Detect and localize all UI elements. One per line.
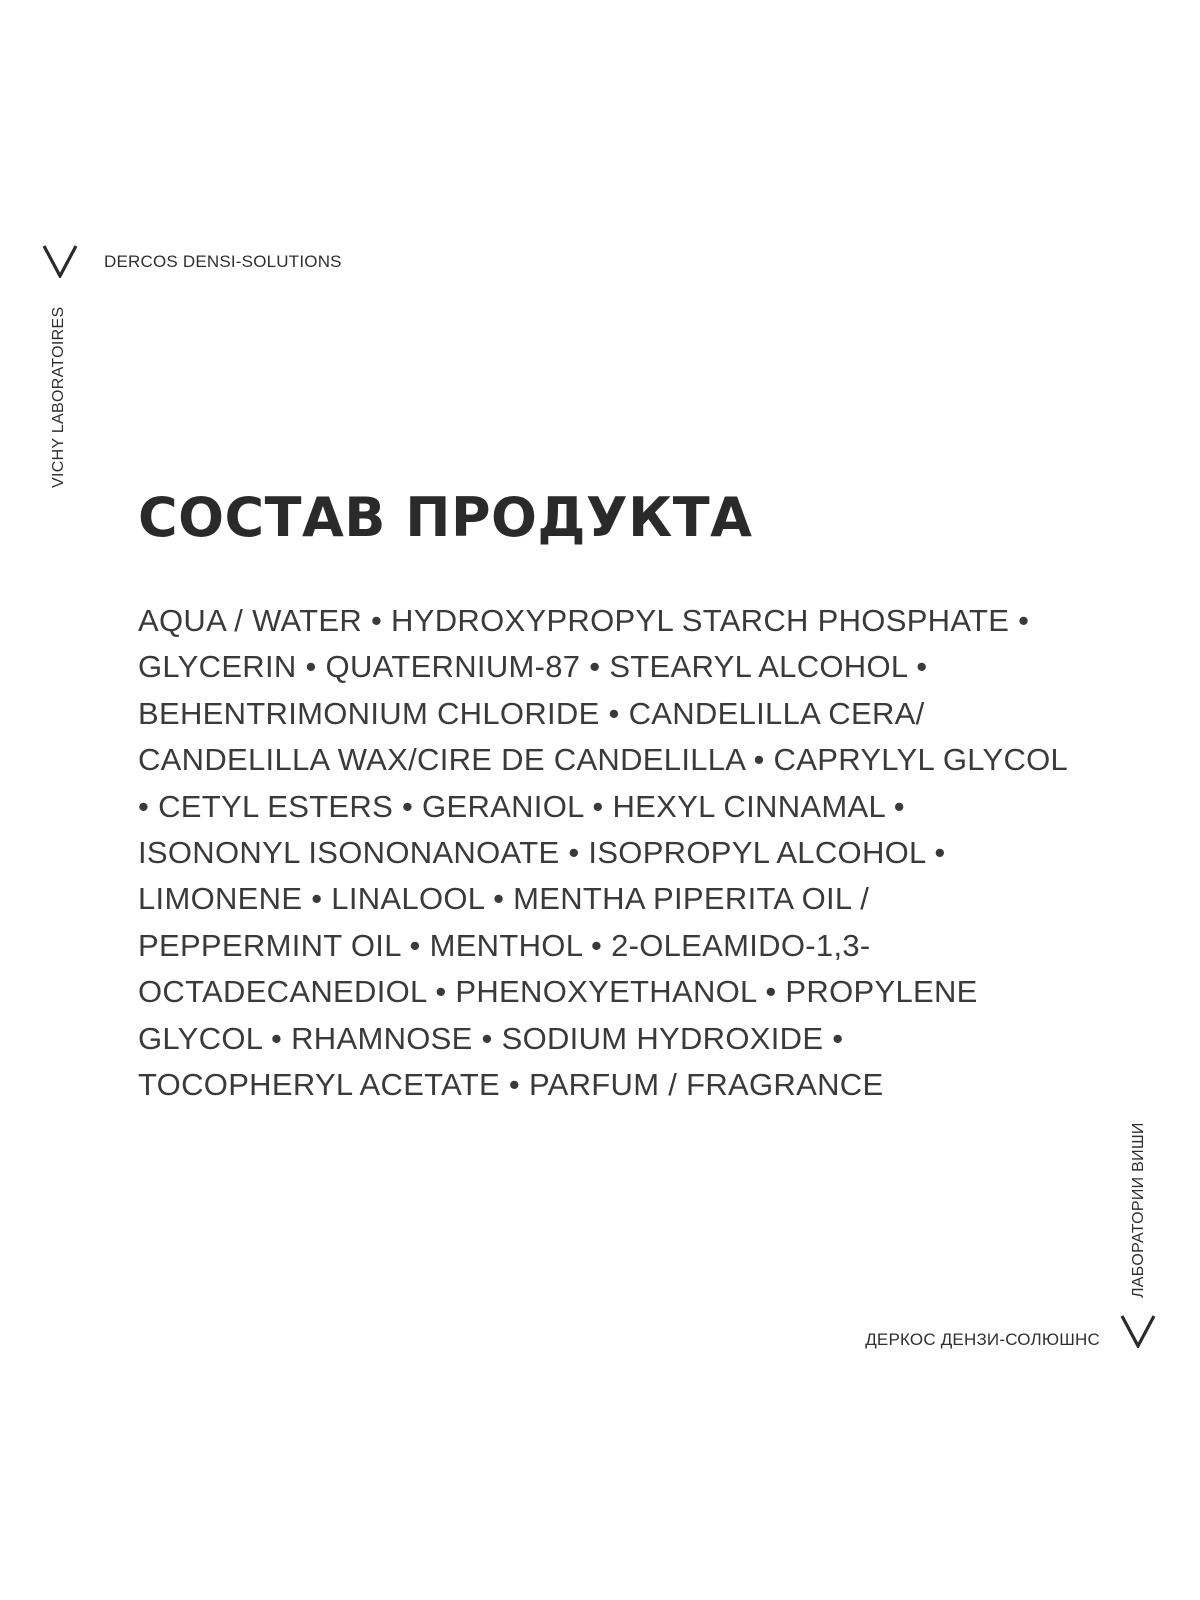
product-name-en: DERCOS DENSI-SOLUTIONS xyxy=(104,252,342,271)
vichy-v-logo-icon xyxy=(42,244,78,278)
ingredients-line: LIMONENE • LINALOOL • MENTHA PIPERITA OIL / xyxy=(138,881,870,917)
ingredients-line: GLYCERIN • QUATERNIUM-87 • STEARYL ALCOHOL • xyxy=(138,649,928,685)
brand-name-ru: ЛАБОРАТОРИИ ВИШИ xyxy=(1130,1122,1147,1298)
ingredients-line: BEHENTRIMONIUM CHLORIDE • CANDELILLA CERA/ xyxy=(138,695,925,731)
ingredients-line: PEPPERMINT OIL • MENTHOL • 2-OLEAMIDO-1,3- xyxy=(138,927,871,963)
brand-name-en: VICHY LABORATOIRES xyxy=(50,306,67,488)
product-name-ru: ДЕРКОС ДЕНЗИ-СОЛЮШНС xyxy=(865,1330,1100,1349)
ingredients-line: CANDELILLA WAX/CIRE DE CANDELILLA • CAPRYLYL GLYCOL xyxy=(138,742,1069,778)
ingredients-line: OCTADECANEDIOL • PHENOXYETHANOL • PROPYLENE xyxy=(138,974,978,1010)
ingredients-line: • CETYL ESTERS • GERANIOL • HEXYL CINNAMAL • xyxy=(138,788,905,824)
ingredients-line: AQUA / WATER • HYDROXYPROPYL STARCH PHOSPHATE • xyxy=(138,603,1030,638)
vichy-v-logo-icon xyxy=(1120,1314,1156,1348)
page-title: СОСТАВ ПРОДУКТА xyxy=(138,486,753,549)
ingredients-line: ISONONYL ISONONANOATE • ISOPROPYL ALCOHOL • xyxy=(138,834,946,870)
ingredients-list xyxy=(138,598,1069,1108)
ingredients-line: TOCOPHERYL ACETATE • PARFUM / FRAGRANCE xyxy=(138,1066,884,1102)
ingredients-line: GLYCOL • RHAMNOSE • SODIUM HYDROXIDE • xyxy=(138,1020,844,1056)
